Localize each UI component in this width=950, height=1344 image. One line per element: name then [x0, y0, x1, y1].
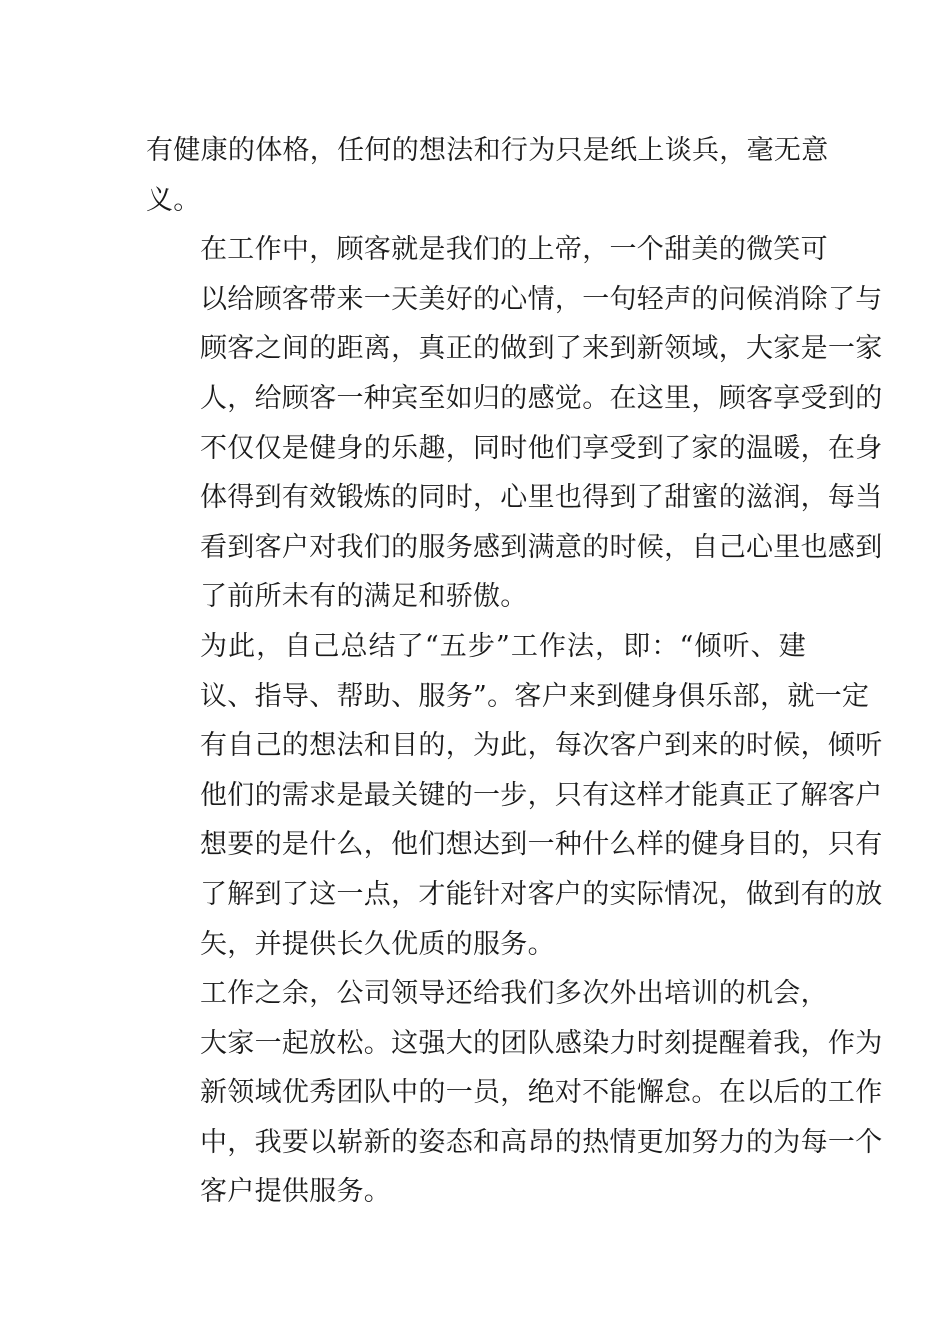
- paragraph-4: [146, 969, 883, 1217]
- text-line: 以给顾客带来一天美好的心情，一句轻声的问候消除了与: [200, 283, 883, 315]
- text-line: 了前所未有的满足和骄傲。: [200, 581, 528, 613]
- text-line: 义。: [146, 184, 201, 216]
- text-line: 为此，自己总结了“五步”工作法，即：“倾听、建: [200, 630, 806, 662]
- text-line: 看到客户对我们的服务感到满意的时候，自己心里也感到: [200, 531, 883, 563]
- text-line: 新领域优秀团队中的一员，绝对不能懈怠。在以后的工作: [200, 1077, 883, 1109]
- text-line: 不仅仅是健身的乐趣，同时他们享受到了家的温暖，在身: [200, 432, 883, 464]
- text-line: 大家一起放松。这强大的团队感染力时刻提醒着我，作为: [200, 1027, 883, 1059]
- text-line: 有健康的体格，任何的想法和行为只是纸上谈兵，毫无意: [146, 135, 829, 166]
- paragraph-2: [146, 225, 883, 622]
- text-line: 中，我要以崭新的姿态和高昂的热情更加努力的为每一个: [200, 1126, 883, 1158]
- paragraph-3: [146, 622, 883, 969]
- text-line: 工作之余，公司领导还给我们多次外出培训的机会，: [200, 978, 828, 1010]
- text-line: 想要的是什么，他们想达到一种什么样的健身目的，只有: [200, 829, 883, 861]
- text-line: 议、指导、帮助、服务”。客户来到健身俱乐部，就一定: [200, 680, 870, 712]
- text-line: 体得到有效锻炼的同时，心里也得到了甜蜜的滋润，每当: [200, 482, 883, 514]
- text-line: 在工作中，顾客就是我们的上帝，一个甜美的微笑可: [200, 234, 828, 266]
- text-line: 他们的需求是最关键的一步，只有这样才能真正了解客户: [200, 779, 883, 811]
- document-page: [146, 126, 883, 1217]
- text-line: 有自己的想法和目的，为此，每次客户到来的时候，倾听: [200, 730, 883, 762]
- text-line: 顾客之间的距离，真正的做到了来到新领域，大家是一家: [200, 333, 883, 365]
- text-line: 人，给顾客一种宾至如归的感觉。在这里，顾客享受到的: [200, 382, 883, 414]
- text-line: 矢，并提供长久优质的服务。: [200, 928, 555, 960]
- paragraph-1: [146, 126, 829, 225]
- text-line: 了解到了这一点，才能针对客户的实际情况，做到有的放: [200, 878, 883, 910]
- text-line: 客户提供服务。: [200, 1176, 392, 1208]
